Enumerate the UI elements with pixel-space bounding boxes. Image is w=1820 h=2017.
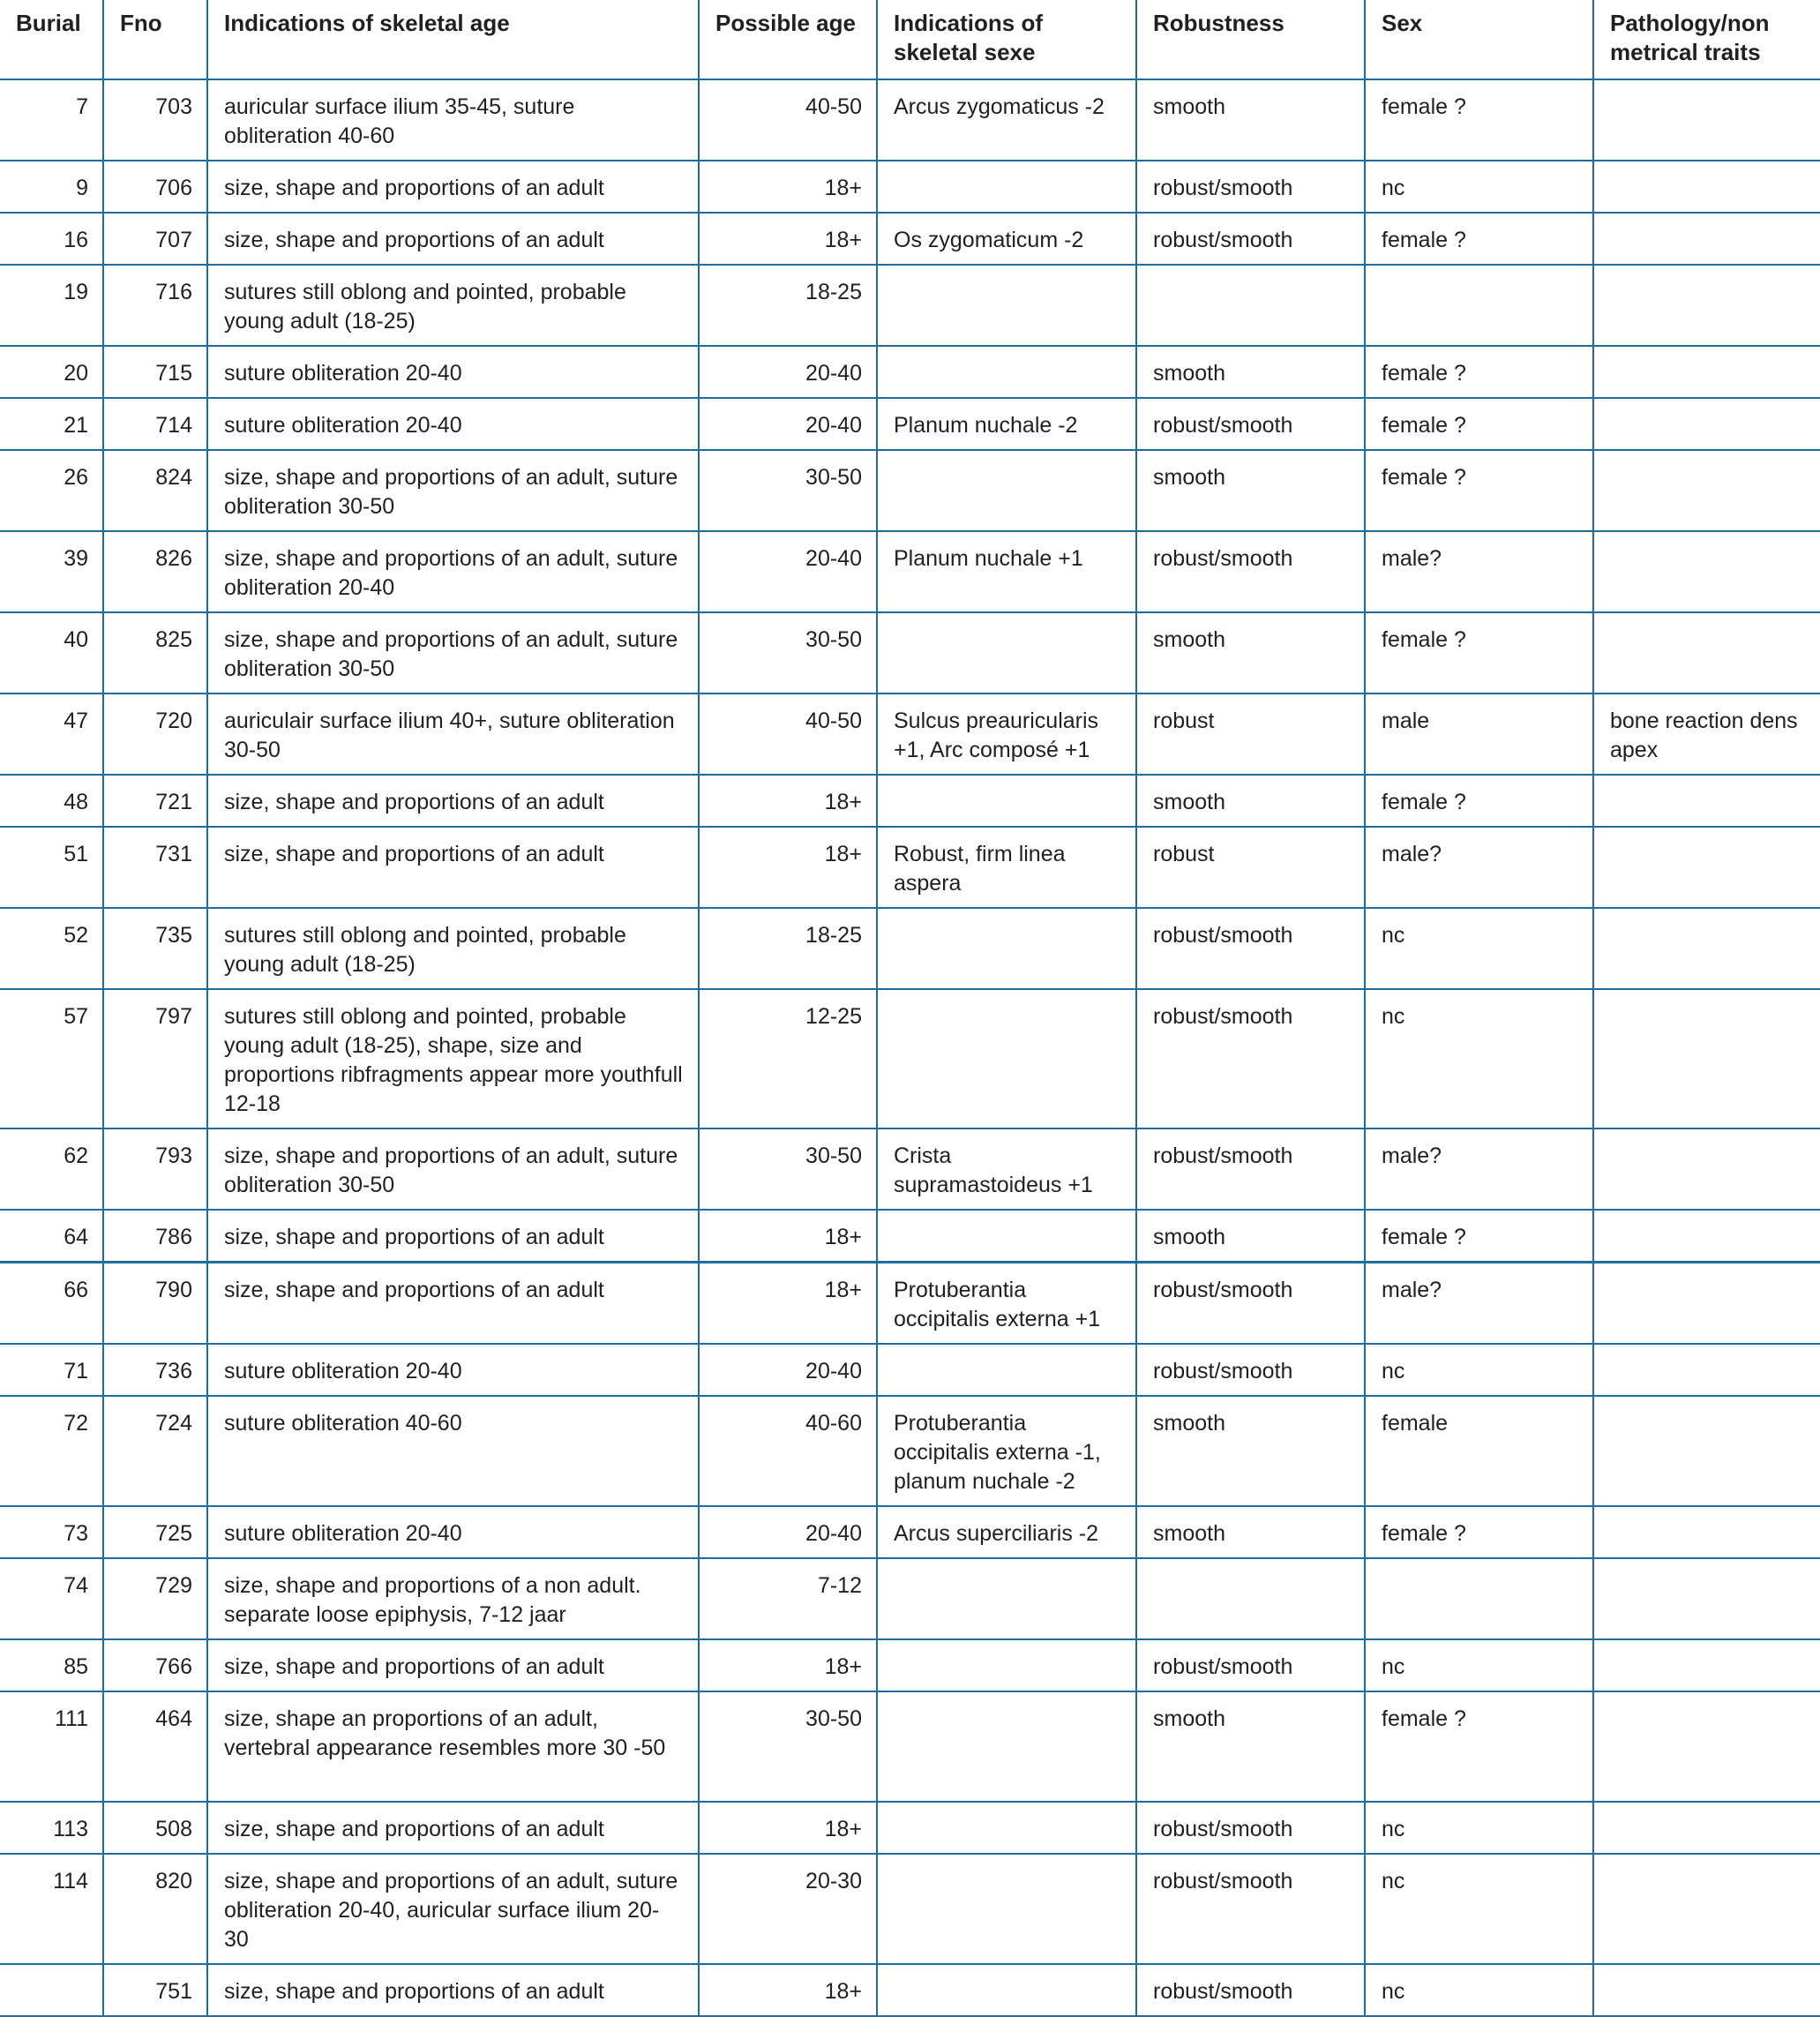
skeletal-age-indications-cell: size, shape and proportions of an adult [207, 213, 699, 265]
possible-age-cell: 18+ [699, 1210, 877, 1263]
sex-cell: nc [1365, 161, 1593, 213]
robustness-cell: smooth [1136, 1210, 1365, 1263]
burial-cell: 66 [0, 1263, 103, 1345]
robustness-cell: smooth [1136, 450, 1365, 531]
table-row [0, 1344, 1820, 1396]
possible-age-cell: 30-50 [699, 1128, 877, 1210]
pathology-cell [1593, 827, 1820, 908]
skeletal-sex-indications-cell [877, 989, 1136, 1128]
skeletal-sex-indications-cell [877, 1558, 1136, 1639]
skeletal-age-indications-cell: size, shape and proportions of an adult, suture obliteration 30-50 [207, 612, 699, 694]
robustness-cell: smooth [1136, 775, 1365, 827]
pathology-cell [1593, 398, 1820, 450]
skeletal-age-indications-cell: sutures still oblong and pointed, probable young adult (18-25), shape, size and proportions ribfragments appear more youthfull 12-18 [207, 989, 699, 1128]
skeletal-age-indications-cell: size, shape and proportions of a non adult. separate loose epiphysis, 7-12 jaar [207, 1558, 699, 1639]
table-row [0, 1639, 1820, 1691]
table-row [0, 1128, 1820, 1210]
burial-cell: 111 [0, 1691, 103, 1802]
burial-cell: 9 [0, 161, 103, 213]
sex-cell: nc [1365, 989, 1593, 1128]
table-row [0, 398, 1820, 450]
robustness-cell: robust/smooth [1136, 1639, 1365, 1691]
skeletal-sex-indications-cell [877, 1964, 1136, 2016]
fno-cell: 797 [103, 989, 207, 1128]
skeletal-sex-indications-cell [877, 450, 1136, 531]
skeletal-sex-indications-cell: Arcus zygomaticus -2 [877, 79, 1136, 161]
robustness-cell: robust/smooth [1136, 1128, 1365, 1210]
pathology-cell [1593, 531, 1820, 612]
skeletal-sex-indications-cell: Crista supramastoideus +1 [877, 1128, 1136, 1210]
skeletal-age-indications-cell: size, shape and proportions of an adult, suture obliteration 20-40 [207, 531, 699, 612]
skeletal-sex-indications-cell: Planum nuchale +1 [877, 531, 1136, 612]
table-row [0, 213, 1820, 265]
table-row [0, 1263, 1820, 1345]
sex-cell [1365, 1558, 1593, 1639]
table-row [0, 827, 1820, 908]
sex-cell: female ? [1365, 1691, 1593, 1802]
pathology-cell [1593, 1506, 1820, 1558]
burial-cell: 113 [0, 1802, 103, 1854]
sex-cell: nc [1365, 1802, 1593, 1854]
pathology-cell [1593, 213, 1820, 265]
skeletal-sex-indications-cell: Protuberantia occipitalis externa -1, planum nuchale -2 [877, 1396, 1136, 1506]
burial-cell: 114 [0, 1854, 103, 1964]
header-sex: Sex [1365, 0, 1593, 79]
table-row [0, 1802, 1820, 1854]
skeletal-sex-indications-cell: Protuberantia occipitalis externa +1 [877, 1263, 1136, 1345]
fno-cell: 724 [103, 1396, 207, 1506]
skeletal-sex-indications-cell: Arcus superciliaris -2 [877, 1506, 1136, 1558]
burial-cell: 39 [0, 531, 103, 612]
possible-age-cell: 18+ [699, 1802, 877, 1854]
fno-cell: 731 [103, 827, 207, 908]
robustness-cell [1136, 1558, 1365, 1639]
possible-age-cell: 7-12 [699, 1558, 877, 1639]
skeletal-sex-indications-cell [877, 346, 1136, 398]
possible-age-cell: 18+ [699, 775, 877, 827]
sex-cell: male? [1365, 531, 1593, 612]
table-row [0, 1854, 1820, 1964]
possible-age-cell: 20-40 [699, 1506, 877, 1558]
robustness-cell: smooth [1136, 612, 1365, 694]
possible-age-cell: 18+ [699, 213, 877, 265]
table-row [0, 989, 1820, 1128]
pathology-cell [1593, 1639, 1820, 1691]
skeletal-sex-indications-cell: Sulcus preauricularis +1, Arc composé +1 [877, 694, 1136, 775]
burial-cell: 47 [0, 694, 103, 775]
fno-cell: 735 [103, 908, 207, 989]
sex-cell: nc [1365, 1964, 1593, 2016]
burial-cell [0, 1964, 103, 2016]
robustness-cell: robust/smooth [1136, 908, 1365, 989]
table-row [0, 908, 1820, 989]
burial-cell: 64 [0, 1210, 103, 1263]
fno-cell: 714 [103, 398, 207, 450]
table-row [0, 1210, 1820, 1263]
skeletal-age-indications-cell: size, shape and proportions of an adult [207, 1964, 699, 2016]
sex-cell: female ? [1365, 1210, 1593, 1263]
possible-age-cell: 18+ [699, 1263, 877, 1345]
pathology-cell [1593, 1344, 1820, 1396]
fno-cell: 725 [103, 1506, 207, 1558]
possible-age-cell: 18+ [699, 1964, 877, 2016]
fno-cell: 707 [103, 213, 207, 265]
skeletal-age-indications-cell: size, shape and proportions of an adult [207, 1639, 699, 1691]
skeletal-age-indications-cell: suture obliteration 40-60 [207, 1396, 699, 1506]
possible-age-cell: 18+ [699, 161, 877, 213]
table-row [0, 161, 1820, 213]
robustness-cell [1136, 265, 1365, 346]
fno-cell: 464 [103, 1691, 207, 1802]
pathology-cell: bone reaction dens apex [1593, 694, 1820, 775]
fno-cell: 826 [103, 531, 207, 612]
pathology-cell [1593, 1854, 1820, 1964]
fno-cell: 720 [103, 694, 207, 775]
pathology-cell [1593, 1964, 1820, 2016]
pathology-cell [1593, 908, 1820, 989]
burial-cell: 48 [0, 775, 103, 827]
possible-age-cell: 20-40 [699, 398, 877, 450]
fno-cell: 736 [103, 1344, 207, 1396]
table-row [0, 1691, 1820, 1802]
possible-age-cell: 20-40 [699, 1344, 877, 1396]
fno-cell: 790 [103, 1263, 207, 1345]
skeletal-age-indications-cell: size, shape and proportions of an adult, suture obliteration 30-50 [207, 1128, 699, 1210]
skeletal-sex-indications-cell [877, 775, 1136, 827]
fno-cell: 729 [103, 1558, 207, 1639]
possible-age-cell: 20-30 [699, 1854, 877, 1964]
pathology-cell [1593, 1210, 1820, 1263]
robustness-cell: smooth [1136, 346, 1365, 398]
possible-age-cell: 30-50 [699, 612, 877, 694]
burial-cell: 72 [0, 1396, 103, 1506]
robustness-cell: smooth [1136, 1691, 1365, 1802]
possible-age-cell: 40-50 [699, 79, 877, 161]
skeletal-sex-indications-cell: Planum nuchale -2 [877, 398, 1136, 450]
burial-cell: 73 [0, 1506, 103, 1558]
burial-cell: 62 [0, 1128, 103, 1210]
robustness-cell: robust/smooth [1136, 1854, 1365, 1964]
pathology-cell [1593, 79, 1820, 161]
fno-cell: 825 [103, 612, 207, 694]
burial-cell: 26 [0, 450, 103, 531]
skeletal-age-indications-cell: size, shape and proportions of an adult [207, 827, 699, 908]
sex-cell: female ? [1365, 79, 1593, 161]
robustness-cell: robust/smooth [1136, 1802, 1365, 1854]
sex-cell: female ? [1365, 346, 1593, 398]
burial-cell: 52 [0, 908, 103, 989]
robustness-cell: robust/smooth [1136, 1263, 1365, 1345]
header-skeletal-sex-indications: Indications of skeletal sexe [877, 0, 1136, 79]
table-row [0, 1396, 1820, 1506]
sex-cell: nc [1365, 1639, 1593, 1691]
header-fno: Fno [103, 0, 207, 79]
robustness-cell: robust/smooth [1136, 213, 1365, 265]
skeletal-age-indications-cell: size, shape and proportions of an adult [207, 1263, 699, 1345]
possible-age-cell: 18-25 [699, 908, 877, 989]
sex-cell: nc [1365, 908, 1593, 989]
header-possible-age: Possible age [699, 0, 877, 79]
skeletal-sex-indications-cell [877, 161, 1136, 213]
possible-age-cell: 30-50 [699, 1691, 877, 1802]
burial-cell: 16 [0, 213, 103, 265]
burial-cell: 51 [0, 827, 103, 908]
skeletal-age-indications-cell: size, shape an proportions of an adult, vertebral appearance resembles more 30 -50 [207, 1691, 699, 1802]
table-row [0, 450, 1820, 531]
burial-cell: 57 [0, 989, 103, 1128]
skeletal-age-indications-cell: suture obliteration 20-40 [207, 398, 699, 450]
table-row [0, 612, 1820, 694]
header-pathology: Pathology/non metrical traits [1593, 0, 1820, 79]
pathology-cell [1593, 1691, 1820, 1802]
fno-cell: 716 [103, 265, 207, 346]
sex-cell: female ? [1365, 612, 1593, 694]
skeletal-sex-indications-cell [877, 612, 1136, 694]
burial-cell: 20 [0, 346, 103, 398]
possible-age-cell: 40-50 [699, 694, 877, 775]
burial-cell: 21 [0, 398, 103, 450]
pathology-cell [1593, 775, 1820, 827]
pathology-cell [1593, 1802, 1820, 1854]
pathology-cell [1593, 265, 1820, 346]
table-row [0, 265, 1820, 346]
table-row [0, 775, 1820, 827]
possible-age-cell: 12-25 [699, 989, 877, 1128]
robustness-cell: robust/smooth [1136, 398, 1365, 450]
sex-cell: nc [1365, 1854, 1593, 1964]
fno-cell: 715 [103, 346, 207, 398]
robustness-cell: robust/smooth [1136, 531, 1365, 612]
pathology-cell [1593, 1558, 1820, 1639]
sex-cell: male? [1365, 1128, 1593, 1210]
skeletal-sex-indications-cell [877, 1639, 1136, 1691]
robustness-cell: smooth [1136, 1506, 1365, 1558]
skeletal-sex-indications-cell [877, 1854, 1136, 1964]
pathology-cell [1593, 346, 1820, 398]
skeletal-age-indications-cell: suture obliteration 20-40 [207, 1506, 699, 1558]
fno-cell: 706 [103, 161, 207, 213]
table-row [0, 346, 1820, 398]
robustness-cell: robust [1136, 694, 1365, 775]
robustness-cell: smooth [1136, 1396, 1365, 1506]
possible-age-cell: 20-40 [699, 531, 877, 612]
pathology-cell [1593, 989, 1820, 1128]
skeletal-sex-indications-cell [877, 265, 1136, 346]
skeletal-age-indications-cell: size, shape and proportions of an adult [207, 1802, 699, 1854]
table-row [0, 79, 1820, 161]
table-row [0, 531, 1820, 612]
robustness-cell: smooth [1136, 79, 1365, 161]
skeletal-sex-indications-cell: Os zygomaticum -2 [877, 213, 1136, 265]
skeletal-age-indications-cell: size, shape and proportions of an adult [207, 161, 699, 213]
skeletal-age-indications-cell: size, shape and proportions of an adult [207, 775, 699, 827]
possible-age-cell: 40-60 [699, 1396, 877, 1506]
pathology-cell [1593, 161, 1820, 213]
sex-cell: male? [1365, 1263, 1593, 1345]
robustness-cell: robust/smooth [1136, 161, 1365, 213]
pathology-cell [1593, 612, 1820, 694]
robustness-cell: robust/smooth [1136, 989, 1365, 1128]
robustness-cell: robust [1136, 827, 1365, 908]
skeletal-sex-indications-cell [877, 1344, 1136, 1396]
table-row [0, 1964, 1820, 2016]
fno-cell: 703 [103, 79, 207, 161]
skeletal-age-indications-cell: size, shape and proportions of an adult, suture obliteration 20-40, auricular surface ilium 20-30 [207, 1854, 699, 1964]
fno-cell: 793 [103, 1128, 207, 1210]
sex-cell: male [1365, 694, 1593, 775]
skeletal-age-indications-cell: auricular surface ilium 35-45, suture obliteration 40-60 [207, 79, 699, 161]
burial-cell: 74 [0, 1558, 103, 1639]
header-robustness: Robustness [1136, 0, 1365, 79]
fno-cell: 508 [103, 1802, 207, 1854]
sex-cell: nc [1365, 1344, 1593, 1396]
sex-cell: female ? [1365, 450, 1593, 531]
burial-cell: 7 [0, 79, 103, 161]
fno-cell: 721 [103, 775, 207, 827]
fno-cell: 766 [103, 1639, 207, 1691]
sex-cell: female ? [1365, 398, 1593, 450]
fno-cell: 751 [103, 1964, 207, 2016]
pathology-cell [1593, 1263, 1820, 1345]
robustness-cell: robust/smooth [1136, 1344, 1365, 1396]
table-row [0, 694, 1820, 775]
skeletal-age-indications-cell: sutures still oblong and pointed, probable young adult (18-25) [207, 908, 699, 989]
skeletal-age-indications-cell: size, shape and proportions of an adult, suture obliteration 30-50 [207, 450, 699, 531]
pathology-cell [1593, 450, 1820, 531]
skeletal-sex-indications-cell [877, 1691, 1136, 1802]
possible-age-cell: 30-50 [699, 450, 877, 531]
table-row [0, 1558, 1820, 1639]
burial-cell: 71 [0, 1344, 103, 1396]
skeletal-sex-indications-cell [877, 1802, 1136, 1854]
fno-cell: 820 [103, 1854, 207, 1964]
skeletal-age-indications-cell: suture obliteration 20-40 [207, 1344, 699, 1396]
possible-age-cell: 18-25 [699, 265, 877, 346]
burial-cell: 40 [0, 612, 103, 694]
header-skeletal-age-indications: Indications of skeletal age [207, 0, 699, 79]
sex-cell: female ? [1365, 775, 1593, 827]
skeletal-age-indications-cell: size, shape and proportions of an adult [207, 1210, 699, 1263]
possible-age-cell: 20-40 [699, 346, 877, 398]
burial-cell: 85 [0, 1639, 103, 1691]
robustness-cell: robust/smooth [1136, 1964, 1365, 2016]
sex-cell: male? [1365, 827, 1593, 908]
burial-cell: 19 [0, 265, 103, 346]
table-row [0, 1506, 1820, 1558]
fno-cell: 786 [103, 1210, 207, 1263]
header-burial: Burial [0, 0, 103, 79]
possible-age-cell: 18+ [699, 827, 877, 908]
sex-cell: female ? [1365, 213, 1593, 265]
pathology-cell [1593, 1128, 1820, 1210]
skeletal-sex-indications-cell [877, 1210, 1136, 1263]
skeletal-sex-indications-cell: Robust, firm linea aspera [877, 827, 1136, 908]
skeletal-sex-indications-cell [877, 908, 1136, 989]
skeletal-age-indications-cell: auriculair surface ilium 40+, suture obliteration 30-50 [207, 694, 699, 775]
header-row [0, 0, 1820, 79]
skeletal-age-indications-cell: sutures still oblong and pointed, probable young adult (18-25) [207, 265, 699, 346]
pathology-cell [1593, 1396, 1820, 1506]
possible-age-cell: 18+ [699, 1639, 877, 1691]
skeletal-age-indications-cell: suture obliteration 20-40 [207, 346, 699, 398]
sex-cell: female [1365, 1396, 1593, 1506]
sex-cell [1365, 265, 1593, 346]
sex-cell: female ? [1365, 1506, 1593, 1558]
fno-cell: 824 [103, 450, 207, 531]
